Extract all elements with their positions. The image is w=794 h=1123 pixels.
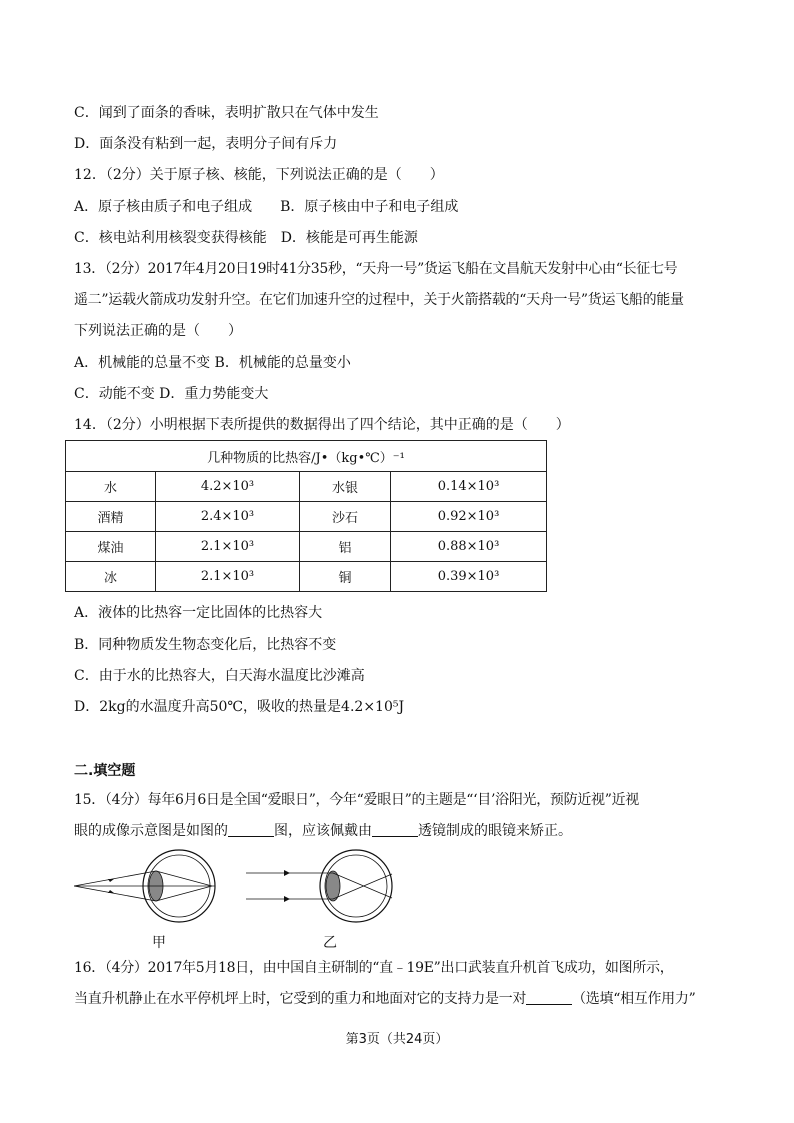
answer-blank[interactable] bbox=[372, 822, 418, 837]
question-14-option-c: C．由于水的比热容大，白天海水温度比沙滩高 bbox=[74, 668, 365, 684]
option-c-text: C．闻到了面条的香味，表明扩散只在气体中发生 bbox=[74, 105, 379, 121]
question-13-options-cd: C．动能不变 D．重力势能变大 bbox=[74, 386, 269, 402]
question-13-line-2: 遥二”运载火箭成功发射升空。在它们加速升空的过程中，关于火箭搭载的“天舟一号”货运飞船的能量 bbox=[74, 292, 684, 308]
question-14-option-a: A．液体的比热容一定比固体的比热容大 bbox=[74, 605, 323, 621]
question-12: 12．（2分）关于原子核、核能，下列说法正确的是（ ） bbox=[74, 167, 444, 183]
question-14: 14．（2分）小明根据下表所提供的数据得出了四个结论，其中正确的是（ ） bbox=[74, 417, 570, 433]
table-cell: 0.92×10³ bbox=[391, 502, 547, 532]
table-cell: 2.1×10³ bbox=[156, 532, 300, 562]
question-16-line-1: 16．（4分）2017年5月18日，由中国自主研制的“直﹣19E”出口武装直升机首飞成功，如图所示， bbox=[74, 960, 674, 976]
specific-heat-table bbox=[65, 440, 547, 592]
table-cell: 铝 bbox=[300, 532, 391, 562]
question-13-line-1: 13．（2分）2017年4月20日19时41分35秒，“天舟一号”货运飞船在文昌航天发射中心由“长征七号 bbox=[74, 261, 678, 277]
question-15-line-2 bbox=[74, 822, 572, 840]
question-12-options-ab: A．原子核由质子和电子组成 B．原子核由中子和电子组成 bbox=[74, 199, 459, 215]
table-cell: 0.39×10³ bbox=[391, 562, 547, 592]
question-15-text-c: 透镜制成的眼镜来矫正。 bbox=[418, 823, 572, 839]
question-15-text-b: 图，应该佩戴由 bbox=[274, 823, 372, 839]
question-16-line-2 bbox=[74, 990, 695, 1008]
question-14-option-b: B．同种物质发生物态变化后，比热容不变 bbox=[74, 637, 337, 653]
question-13-options-ab: A．机械能的总量不变 B．机械能的总量变小 bbox=[74, 355, 351, 371]
table-cell: 0.14×10³ bbox=[391, 472, 547, 502]
question-13-line-3: 下列说法正确的是（ ） bbox=[74, 323, 242, 339]
table-title-row bbox=[66, 441, 547, 472]
page-footer: 第3页（共24页） bbox=[345, 1032, 449, 1047]
table-cell: 0.88×10³ bbox=[391, 532, 547, 562]
table-cell: 4.2×10³ bbox=[156, 472, 300, 502]
table-cell: 2.4×10³ bbox=[156, 502, 300, 532]
table-cell: 煤油 bbox=[66, 532, 156, 562]
question-14-option-d: D．2kg的水温度升高50℃，吸收的热量是4.2×10⁵J bbox=[74, 699, 405, 715]
caption-right: 乙 bbox=[323, 935, 337, 951]
table-row bbox=[66, 562, 547, 592]
table-row bbox=[66, 502, 547, 532]
table-cell: 冰 bbox=[66, 562, 156, 592]
table-cell: 水银 bbox=[300, 472, 391, 502]
table-cell: 酒精 bbox=[66, 502, 156, 532]
answer-blank[interactable] bbox=[228, 822, 274, 837]
caption-left: 甲 bbox=[152, 935, 166, 951]
table-cell: 沙石 bbox=[300, 502, 391, 532]
section-heading-fill-in: 二.填空题 bbox=[74, 763, 136, 779]
eye-diagram-right bbox=[246, 848, 406, 928]
question-12-options-cd: C．核电站利用核裂变获得核能 D．核能是可再生能源 bbox=[74, 230, 418, 246]
answer-blank[interactable] bbox=[526, 990, 572, 1005]
table-row bbox=[66, 532, 547, 562]
option-d-text: D．面条没有粘到一起，表明分子间有斥力 bbox=[74, 136, 338, 152]
table-cell: 2.1×10³ bbox=[156, 562, 300, 592]
question-15-text-a: 眼的成像示意图是如图的 bbox=[74, 823, 228, 839]
table-title: 几种物质的比热容/J•（kg•℃）⁻¹ bbox=[66, 441, 547, 472]
question-16-text-b: （选填“相互作用力” bbox=[572, 991, 696, 1007]
table-row bbox=[66, 472, 547, 502]
question-16-text-a: 当直升机静止在水平停机坪上时，它受到的重力和地面对它的支持力是一对 bbox=[74, 991, 527, 1007]
question-15-line-1: 15．（4分）每年6月6日是全国“爱眼日”，今年“爱眼日”的主题是“‘目’浴阳光，预防近视”近视 bbox=[74, 792, 639, 808]
table-cell: 铜 bbox=[300, 562, 391, 592]
table-cell: 水 bbox=[66, 472, 156, 502]
eye-diagram-left bbox=[74, 848, 224, 928]
